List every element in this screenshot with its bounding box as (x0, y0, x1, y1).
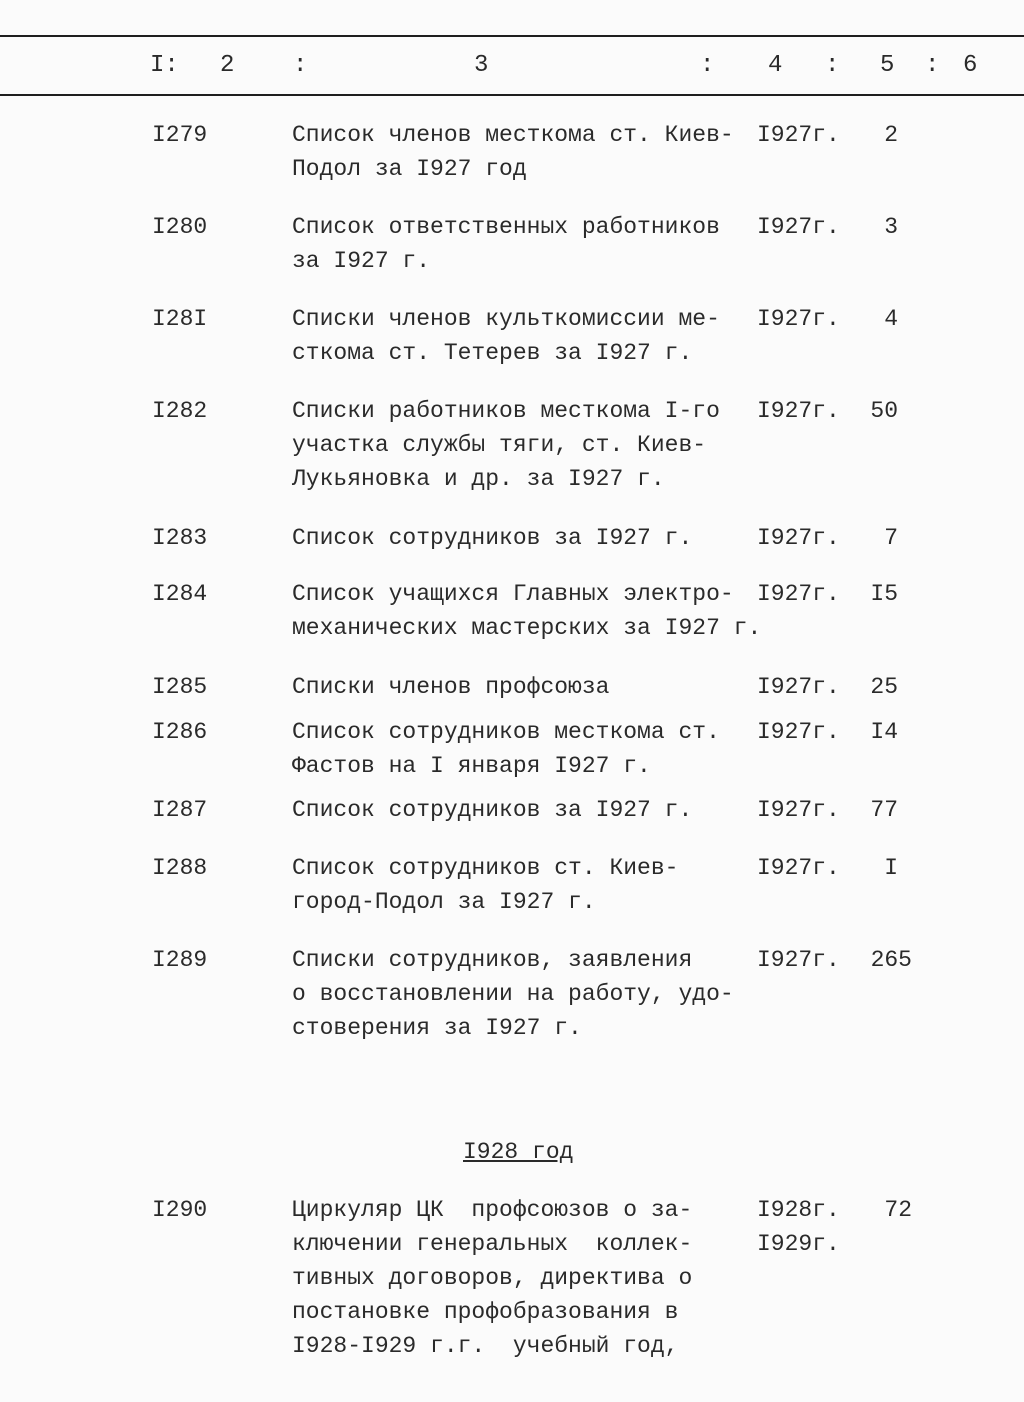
section-heading: I928 год (463, 1139, 574, 1165)
item-year: I927г. (757, 947, 840, 973)
item-description (292, 577, 762, 645)
item-year: I927г. (757, 306, 840, 332)
separator: : (925, 52, 940, 79)
separator: : (293, 52, 308, 79)
description-line: Списки работников месткома I-го (292, 398, 720, 424)
item-number: I286 (152, 719, 208, 745)
description-line: Список сотрудников за I927 г. (292, 525, 693, 551)
col-1-label: I: (150, 52, 179, 79)
description-line: Список сотрудников ст. Киев- (292, 855, 679, 881)
sheet-count: 2 (884, 122, 898, 148)
item-year: I927г. (757, 122, 840, 148)
sheet-count: 4 (884, 306, 898, 332)
item-year: I929г. (757, 1231, 840, 1257)
item-description (292, 521, 762, 555)
description-line: о восстановлении на работу, удо- (292, 981, 734, 1007)
item-number: I288 (152, 855, 208, 881)
item-description (292, 793, 762, 827)
description-line: сткома ст. Тетерев за I927 г. (292, 340, 693, 366)
item-number: I287 (152, 797, 208, 823)
sheet-count: 265 (870, 947, 912, 973)
description-line: Списки членов профсоюза (292, 674, 610, 700)
item-description (292, 118, 762, 186)
description-line: Лукьяновка и др. за I927 г. (292, 466, 665, 492)
item-description (292, 851, 762, 919)
item-number: I279 (152, 122, 208, 148)
item-dates (757, 394, 840, 428)
item-dates (757, 118, 840, 152)
item-year: I927г. (757, 797, 840, 823)
separator: : (700, 52, 715, 79)
sheet-count: 77 (870, 797, 898, 823)
item-dates (757, 851, 840, 885)
item-dates (757, 521, 840, 555)
item-number: I283 (152, 525, 208, 551)
item-dates (757, 302, 840, 336)
col-2-label: 2 (220, 52, 235, 79)
item-dates (757, 793, 840, 827)
item-description (292, 1193, 762, 1363)
col-4-label: 4 (768, 52, 783, 79)
item-description (292, 394, 762, 496)
sheet-count: I5 (870, 581, 898, 607)
item-dates (757, 1193, 840, 1261)
separator: : (825, 52, 840, 79)
top-rule (0, 35, 1024, 37)
item-description (292, 302, 762, 370)
description-line: тивных договоров, директива о (292, 1265, 693, 1291)
item-number: I280 (152, 214, 208, 240)
item-dates (757, 715, 840, 749)
sheet-count: 50 (870, 398, 898, 424)
item-year: I927г. (757, 398, 840, 424)
description-line: I928-I929 г.г. учебный год, (292, 1333, 679, 1359)
description-line: стоверения за I927 г. (292, 1015, 582, 1041)
item-dates (757, 210, 840, 244)
header-bottom-rule (0, 94, 1024, 96)
item-year: I927г. (757, 855, 840, 881)
item-year: I927г. (757, 719, 840, 745)
description-line: Список ответственных работников (292, 214, 720, 240)
sheet-count: I4 (870, 719, 898, 745)
description-line: Список членов месткома ст. Киев- (292, 122, 734, 148)
item-number: I28I (152, 306, 208, 332)
description-line: город-Подол за I927 г. (292, 889, 596, 915)
description-line: участка службы тяги, ст. Киев- (292, 432, 707, 458)
item-number: I290 (152, 1197, 208, 1223)
description-line: Список сотрудников месткома ст. (292, 719, 720, 745)
description-line: механических мастерских за I927 г. (292, 615, 762, 641)
col-6-label: 6 (963, 52, 978, 79)
item-year: I928г. (757, 1197, 840, 1223)
item-year: I927г. (757, 674, 840, 700)
description-line: ключении генеральных коллек- (292, 1231, 693, 1257)
description-line: постановке профобразования в (292, 1299, 679, 1325)
description-line: Списки членов культкомиссии ме- (292, 306, 720, 332)
description-line: Списки сотрудников, заявления (292, 947, 693, 973)
description-line: Список учащихся Главных электро- (292, 581, 734, 607)
sheet-count: 3 (884, 214, 898, 240)
col-5-label: 5 (880, 52, 895, 79)
item-number: I284 (152, 581, 208, 607)
item-description (292, 210, 762, 278)
description-line: Циркуляр ЦК профсоюзов о за- (292, 1197, 693, 1223)
description-line: за I927 г. (292, 248, 431, 274)
item-description (292, 670, 762, 704)
sheet-count: 7 (884, 525, 898, 551)
item-description (292, 943, 762, 1045)
item-year: I927г. (757, 214, 840, 240)
description-line: Фастов на I января I927 г. (292, 753, 651, 779)
item-dates (757, 577, 840, 611)
sheet-count: I (884, 855, 898, 881)
item-description (292, 715, 762, 783)
description-line: Подол за I927 год (292, 156, 527, 182)
item-dates (757, 943, 840, 977)
sheet-count: 72 (884, 1197, 912, 1223)
col-3-label: 3 (474, 52, 489, 79)
item-number: I282 (152, 398, 208, 424)
item-number: I285 (152, 674, 208, 700)
item-number: I289 (152, 947, 208, 973)
item-year: I927г. (757, 581, 840, 607)
description-line: Список сотрудников за I927 г. (292, 797, 693, 823)
item-dates (757, 670, 840, 704)
item-year: I927г. (757, 525, 840, 551)
sheet-count: 25 (870, 674, 898, 700)
